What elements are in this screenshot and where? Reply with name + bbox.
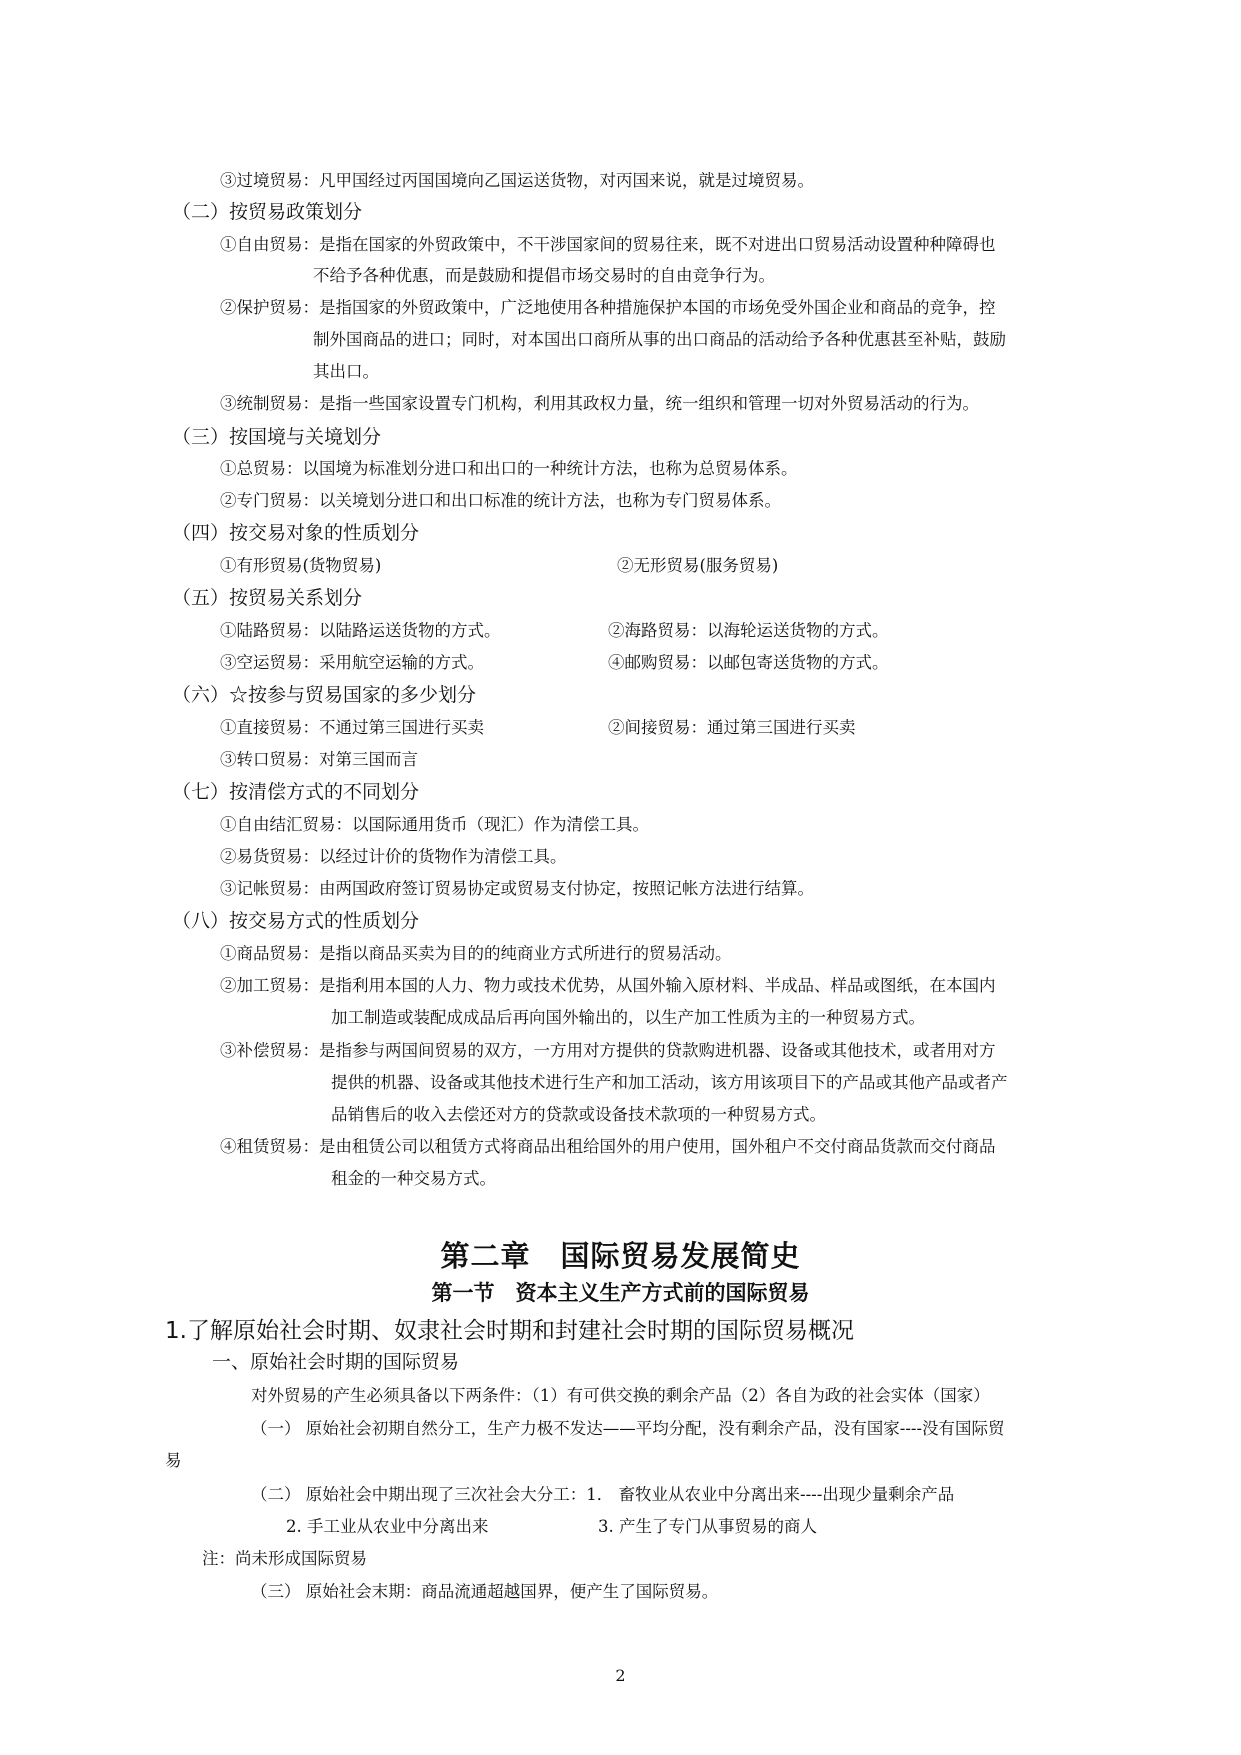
text-line: ③转口贸易：对第三国而言 (220, 750, 418, 769)
text-line: （一） 原始社会初期自然分工，生产力极不发达——平均分配，没有剩余产品，没有国家----没有国际贸 (251, 1419, 1005, 1438)
text-line: 对外贸易的产生必须具备以下两条件：（1）有可供交换的剩余产品（2）各自为政的社会实体（国家） (251, 1386, 990, 1405)
section-heading: （二）按贸易政策划分 (172, 201, 363, 223)
text-line: 加工制造或装配成成品后再向国外输出的，以生产加工性质为主的一种贸易方式。 (331, 1008, 925, 1027)
section-heading: （六）☆按参与贸易国家的多少划分 (172, 684, 477, 706)
section-title: 第一节 资本主义生产方式前的国际贸易 (431, 1280, 810, 1305)
text-line: 不给予各种优惠，而是鼓励和提倡市场交易时的自由竞争行为。 (313, 266, 775, 285)
text-line: ③补偿贸易：是指参与两国间贸易的双方，一方用对方提供的贷款购进机器、设备或其他技术，或者用对方 (220, 1041, 996, 1060)
text-line: ③记帐贸易：由两国政府签订贸易协定或贸易支付协定，按照记帐方法进行结算。 (220, 879, 814, 898)
text-line: 其出口。 (313, 362, 379, 381)
text-line: 3. 产生了专门从事贸易的商人 (598, 1517, 817, 1536)
note-line: 注：尚未形成国际贸易 (202, 1549, 367, 1568)
text-line: ③过境贸易：凡甲国经过丙国国境向乙国运送货物，对丙国来说，就是过境贸易。 (220, 171, 814, 190)
text-line: ①商品贸易：是指以商品买卖为目的的纯商业方式所进行的贸易活动。 (220, 944, 732, 963)
text-line: ②海路贸易：以海轮运送货物的方式。 (608, 621, 889, 640)
text-line: ③空运贸易：采用航空运输的方式。 (220, 653, 484, 672)
text-line: ②专门贸易：以关境划分进口和出口标准的统计方法，也称为专门贸易体系。 (220, 491, 781, 510)
text-line: ①自由贸易：是指在国家的外贸政策中，不干涉国家间的贸易往来，既不对进出口贸易活动设置种种障碍也 (220, 235, 996, 254)
chapter-title: 第二章 国际贸易发展简史 (440, 1239, 801, 1273)
text-line: ①总贸易：以国境为标准划分进口和出口的一种统计方法，也称为总贸易体系。 (220, 459, 798, 478)
text-line: 品销售后的收入去偿还对方的贷款或设备技术款项的一种贸易方式。 (331, 1105, 826, 1124)
section-heading: （八）按交易方式的性质划分 (172, 910, 420, 932)
section-heading: （七）按清偿方式的不同划分 (172, 781, 420, 803)
text-line: ②间接贸易：通过第三国进行买卖 (608, 718, 856, 737)
section-heading: （四）按交易对象的性质划分 (172, 522, 420, 544)
text-line: ②无形贸易(服务贸易) (617, 556, 779, 575)
text-line: ①直接贸易：不通过第三国进行买卖 (220, 718, 484, 737)
section-heading: （五）按贸易关系划分 (172, 587, 363, 609)
text-line: 租金的一种交易方式。 (331, 1169, 496, 1188)
text-line: ①陆路贸易：以陆路运送货物的方式。 (220, 621, 501, 640)
text-line: ②加工贸易：是指利用本国的人力、物力或技术优势，从国外输入原材料、半成品、样品或图纸，在本国内 (220, 976, 996, 995)
page-number: 2 (615, 1666, 626, 1685)
text-line: ①自由结汇贸易：以国际通用货币（现汇）作为清偿工具。 (220, 815, 649, 834)
text-line: 易 (165, 1451, 182, 1470)
text-line: 2. 手工业从农业中分离出来 (286, 1517, 489, 1536)
text-line: ④租赁贸易：是由租赁公司以租赁方式将商品出租给国外的用户使用，国外租户不交付商品货款而交付商品 (220, 1137, 996, 1156)
text-line: ④邮购贸易：以邮包寄送货物的方式。 (608, 653, 889, 672)
text-line: ②保护贸易：是指国家的外贸政策中，广泛地使用各种措施保护本国的市场免受外国企业和商品的竞争，控 (220, 298, 996, 317)
text-line: 提供的机器、设备或其他技术进行生产和加工活动，该方用该项目下的产品或其他产品或者产 (331, 1073, 1008, 1092)
objective-heading: 1.了解原始社会时期、奴隶社会时期和封建社会时期的国际贸易概况 (165, 1318, 854, 1344)
text-line: 制外国商品的进口；同时，对本国出口商所从事的出口商品的活动给予各种优惠甚至补贴，鼓励 (313, 330, 1006, 349)
text-line: ①有形贸易(货物贸易) (220, 556, 382, 575)
text-line: （三） 原始社会末期：商品流通超越国界，便产生了国际贸易。 (251, 1582, 719, 1601)
text-line: （二） 原始社会中期出现了三次社会大分工：1． 畜牧业从农业中分离出来----出现少量剩余产品 (251, 1485, 955, 1504)
text-line: ②易货贸易：以经过计价的货物作为清偿工具。 (220, 847, 567, 866)
subsection-heading: 一、原始社会时期的国际贸易 (212, 1351, 460, 1373)
section-heading: （三）按国境与关境划分 (172, 426, 382, 448)
text-line: ③统制贸易：是指一些国家设置专门机构，利用其政权力量，统一组织和管理一切对外贸易活动的行为。 (220, 394, 979, 413)
